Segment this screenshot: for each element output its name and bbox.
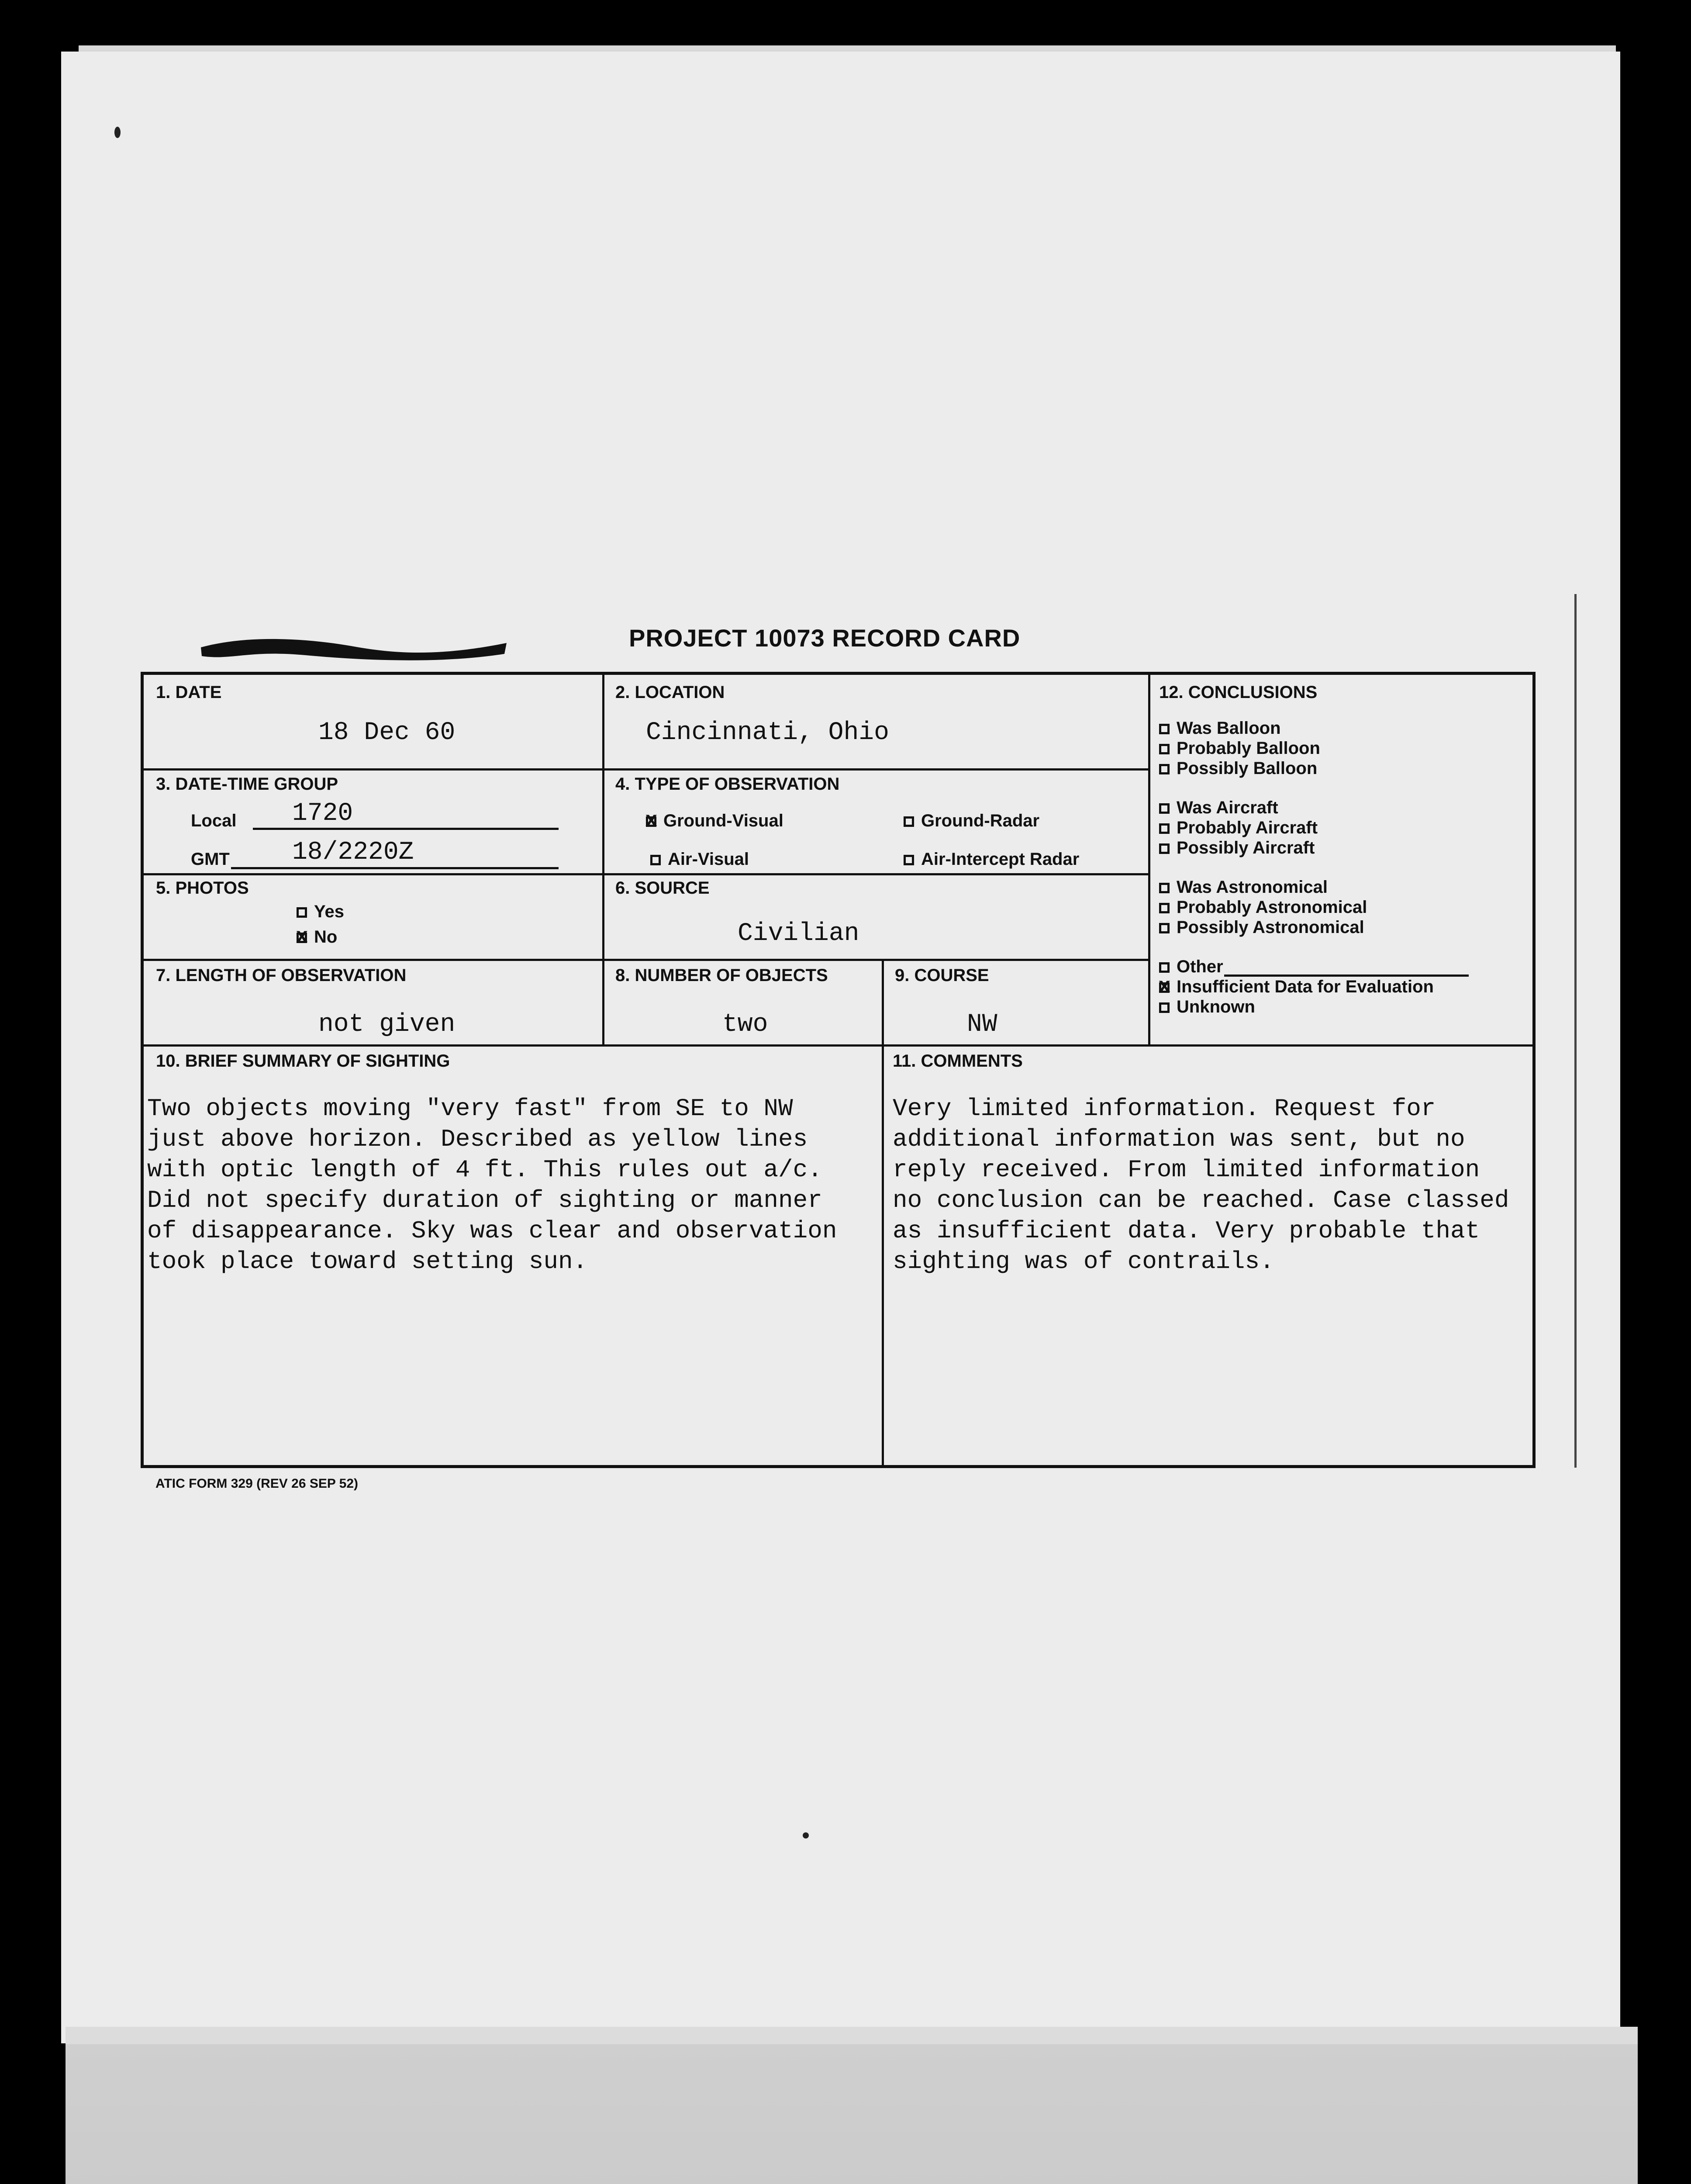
- checkbox-icon[interactable]: [297, 907, 307, 918]
- redaction-mark: [197, 630, 511, 665]
- summary-line: with optic length of 4 ft. This rules out a/c.: [147, 1156, 822, 1184]
- summary-text: [147, 1093, 837, 1277]
- speck: [803, 1832, 809, 1838]
- option-photos-no[interactable]: xNo: [297, 927, 337, 947]
- conclusion-option[interactable]: Probably Astronomical: [1159, 898, 1367, 917]
- checkbox-icon[interactable]: [904, 816, 914, 827]
- option-photos-yes[interactable]: Yes: [297, 902, 344, 922]
- checkbox-checked-icon[interactable]: [1159, 982, 1170, 993]
- card-title: PROJECT 10073 RECORD CARD: [629, 624, 1021, 652]
- other-underline: [1224, 975, 1469, 977]
- number-of-objects-label: 8. NUMBER OF OBJECTS: [615, 966, 828, 985]
- checkbox-icon[interactable]: [1159, 903, 1170, 913]
- conclusion-option[interactable]: Probably Aircraft: [1159, 818, 1318, 838]
- checkbox-icon[interactable]: [1159, 923, 1170, 933]
- conclusion-option[interactable]: Unknown: [1159, 997, 1255, 1017]
- source-value: Civilian: [738, 919, 859, 948]
- speck: [114, 127, 121, 138]
- gmt-label: GMT: [191, 850, 230, 869]
- comments-line: reply received. From limited information: [893, 1156, 1480, 1184]
- length-of-observation-label: 7. LENGTH OF OBSERVATION: [156, 966, 407, 985]
- summary-line: just above horizon. Described as yellow lines: [147, 1125, 808, 1153]
- number-of-objects-value: two: [722, 1010, 768, 1039]
- checkbox-icon[interactable]: [650, 855, 661, 865]
- conclusion-option[interactable]: Was Astronomical: [1159, 878, 1328, 897]
- checkbox-icon[interactable]: [904, 855, 914, 865]
- conclusion-option[interactable]: Was Balloon: [1159, 719, 1281, 738]
- under-sheet: [66, 2044, 1638, 2184]
- date-label: 1. DATE: [156, 683, 222, 702]
- conclusions-label: 12. CONCLUSIONS: [1159, 683, 1318, 702]
- checkbox-icon[interactable]: [1159, 803, 1170, 814]
- summary-label: 10. BRIEF SUMMARY OF SIGHTING: [156, 1051, 450, 1071]
- course-value: NW: [967, 1010, 997, 1039]
- comments-line: no conclusion can be reached. Case classed: [893, 1186, 1509, 1214]
- comments-line: as insufficient data. Very probable that: [893, 1217, 1480, 1245]
- comments-line: sighting was of contrails.: [893, 1248, 1274, 1275]
- record-card: [141, 672, 1536, 1468]
- local-label: Local: [191, 811, 237, 830]
- location-label: 2. LOCATION: [615, 683, 725, 702]
- comments-text: [893, 1093, 1509, 1277]
- checkbox-icon[interactable]: [1159, 744, 1170, 754]
- checkbox-icon[interactable]: [1159, 823, 1170, 834]
- checkbox-icon[interactable]: [1159, 1002, 1170, 1013]
- conclusion-option[interactable]: Possibly Aircraft: [1159, 838, 1315, 858]
- photos-label: 5. PHOTOS: [156, 878, 249, 898]
- checkbox-icon[interactable]: [1159, 962, 1170, 973]
- option-air-visual[interactable]: Air-Visual: [650, 850, 749, 869]
- local-value: 1720: [292, 799, 353, 828]
- checkbox-icon[interactable]: [1159, 764, 1170, 774]
- type-of-observation-label: 4. TYPE OF OBSERVATION: [615, 774, 840, 794]
- conclusion-option[interactable]: xInsufficient Data for Evaluation: [1159, 977, 1434, 997]
- checkbox-icon[interactable]: [1159, 843, 1170, 854]
- comments-label: 11. COMMENTS: [893, 1051, 1023, 1071]
- form-number: ATIC FORM 329 (REV 26 SEP 52): [155, 1476, 359, 1491]
- comments-line: Very limited information. Request for: [893, 1095, 1436, 1123]
- conclusion-option[interactable]: Was Aircraft: [1159, 798, 1278, 818]
- page-edge-line: [1574, 594, 1577, 1468]
- length-of-observation-value: not given: [318, 1010, 456, 1039]
- date-time-group-label: 3. DATE-TIME GROUP: [156, 774, 338, 794]
- checkbox-icon[interactable]: [1159, 724, 1170, 734]
- gmt-value: 18/2220Z: [292, 838, 414, 867]
- date-value: 18 Dec 60: [318, 719, 456, 747]
- source-label: 6. SOURCE: [615, 878, 710, 898]
- checkbox-checked-icon[interactable]: [297, 933, 307, 943]
- conclusion-option[interactable]: Probably Balloon: [1159, 739, 1320, 758]
- summary-line: Did not specify duration of sighting or manner: [147, 1186, 822, 1214]
- course-label: 9. COURSE: [895, 966, 989, 985]
- conclusion-option[interactable]: Possibly Astronomical: [1159, 918, 1364, 937]
- summary-line: took place toward setting sun.: [147, 1248, 588, 1275]
- summary-line: of disappearance. Sky was clear and observation: [147, 1217, 837, 1245]
- location-value: Cincinnati, Ohio: [646, 719, 889, 747]
- summary-line: Two objects moving "very fast" from SE to NW: [147, 1095, 793, 1123]
- checkbox-icon[interactable]: [1159, 883, 1170, 893]
- checkbox-checked-icon[interactable]: [646, 816, 656, 827]
- option-ground-visual[interactable]: xGround-Visual: [646, 811, 783, 831]
- option-air-intercept-radar[interactable]: Air-Intercept Radar: [904, 850, 1079, 869]
- option-ground-radar[interactable]: Ground-Radar: [904, 811, 1039, 831]
- conclusion-option[interactable]: Possibly Balloon: [1159, 759, 1317, 778]
- conclusion-option[interactable]: Other: [1159, 957, 1469, 977]
- comments-line: additional information was sent, but no: [893, 1125, 1465, 1153]
